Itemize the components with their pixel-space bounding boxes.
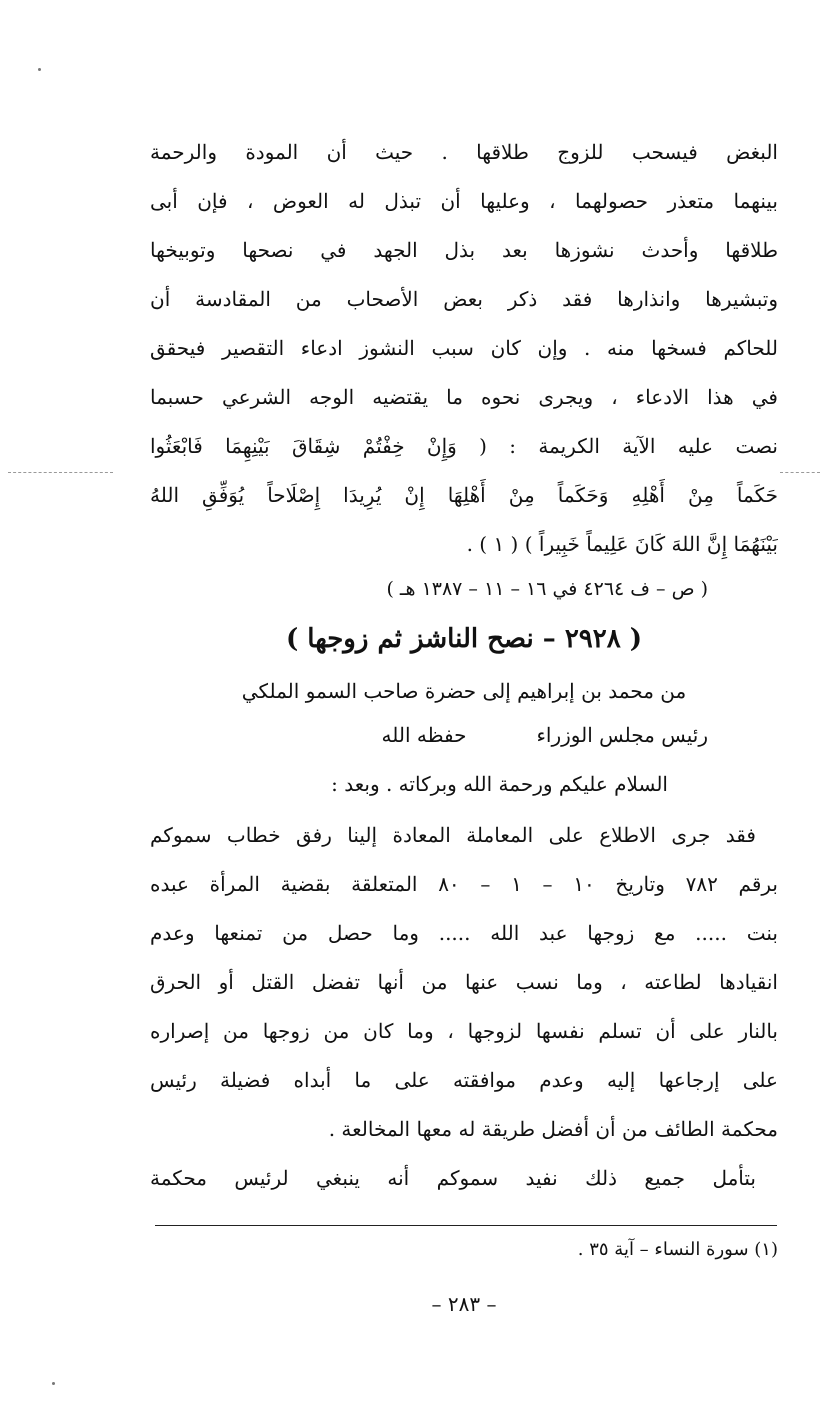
footnote-divider (155, 1225, 777, 1226)
letter-line-1: فقد جرى الاطلاع على المعاملة المعادة إلينا رفق خطاب سموكم (150, 823, 756, 847)
section-title: ( ٢٩٢٨ – نصح الناشز ثم زوجها ) (285, 624, 643, 654)
letter-line-4: انقيادها لطاعته ، وما نسب عنها من أنها تفضل القتل أو الحرق (150, 970, 778, 994)
body-line-6: في هذا الادعاء ، ويجرى نحوه ما يقتضيه الوجه الشرعي حسبما (150, 385, 778, 409)
scan-speck-bottom (52, 1382, 55, 1385)
letter-line-2: برقم ٧٨٢ وتاريخ ١٠ – ١ – ٨٠ المتعلقة بقضية المرأة عبده (150, 872, 778, 896)
letter-line-5: بالنار على أن تسلم نفسها لزوجها ، وما كان من زوجها من إصراره (150, 1019, 778, 1043)
letter-addressee-line (150, 713, 778, 757)
letter-line-8: بتأمل جميع ذلك نفيد سموكم أنه ينبغي لرئيس محكمة (150, 1166, 756, 1190)
addressee-title: رئيس مجلس الوزراء (536, 723, 708, 747)
scan-speck-top (38, 68, 41, 71)
letter-greeting: السلام عليكم ورحمة الله وبركاته . وبعد : (331, 772, 668, 796)
quran-verse-line-2: حَكَماً مِنْ أَهْلِهِ وَحَكَماً مِنْ أَهْلِهَا إِنْ يُرِيدَا إِصْلَاحاً يُوَفِّقِ اللهُ (150, 483, 778, 507)
footnote: (١) سورة النساء – آية ٣٥ . (577, 1239, 778, 1260)
letter-line-3: بنت ..... مع زوجها عبد الله ..... وما حصل من تمنعها وعدم (150, 921, 778, 945)
page-number: – ٢٨٣ – (431, 1292, 497, 1316)
right-margin-dash (780, 472, 820, 473)
letter-line-6: على إرجاعها إليه وعدم موافقته على ما أبداه فضيلة رئيس (150, 1068, 778, 1092)
letter-sender-line: من محمد بن إبراهيم إلى حضرة صاحب السمو الملكي (241, 679, 687, 703)
quran-verse-line-1: نصت عليه الآية الكريمة : ( وَإِنْ خِفْتُمْ شِقَاقَ بَيْنِهِمَا فَابْعَثُوا (150, 434, 778, 458)
quran-verse-line-3: بَيْنَهُمَا إِنَّ اللهَ كَانَ عَلِيماً خَبِيراً ) ( ١ ) . (466, 532, 778, 556)
body-line-4: وتبشيرها وانذارها فقد ذكر بعض الأصحاب من المقادسة أن (150, 287, 778, 311)
body-line-1: البغض فيسحب للزوج طلاقها . حيث أن المودة والرحمة (150, 140, 778, 164)
page-body (150, 128, 778, 1203)
left-margin-dash (8, 472, 113, 473)
body-line-5: للحاكم فسخها منه . وإن كان سبب النشوز ادعاء التقصير فيحقق (150, 336, 778, 360)
source-reference: ( ص – ف ٤٢٦٤ في ١٦ – ١١ – ١٣٨٧ هـ ) (386, 578, 708, 600)
body-line-2: بينهما متعذر حصولهما ، وعليها أن تبذل له العوض ، فإن أبى (150, 189, 778, 213)
body-line-3: طلاقها وأحدث نشوزها بعد بذل الجهد في نصحها وتوبيخها (150, 238, 778, 262)
addressee-blessing: حفظه الله (381, 723, 467, 747)
letter-line-7: محكمة الطائف من أن أفضل طريقة له معها المخالعة . (328, 1117, 778, 1141)
